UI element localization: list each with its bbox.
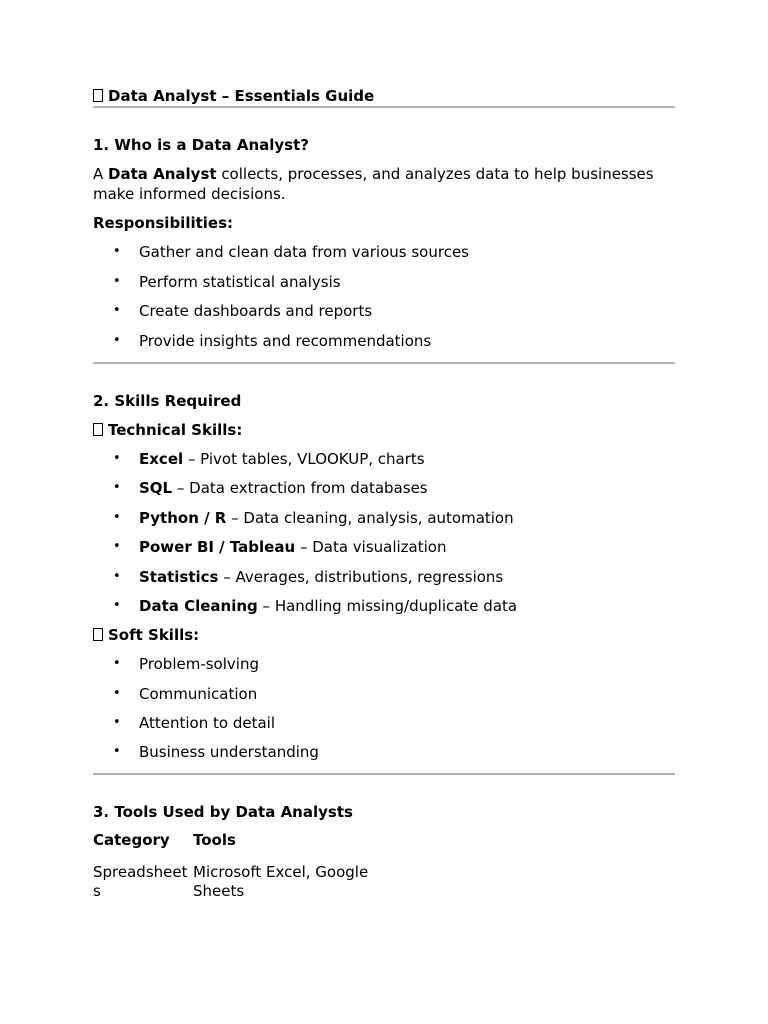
table-cell: Spreadsheets bbox=[93, 863, 188, 901]
section-heading-skills: 2. Skills Required bbox=[93, 391, 242, 410]
page-title-text: Data Analyst – Essentials Guide bbox=[108, 87, 375, 105]
list-item bbox=[93, 537, 675, 557]
list-item bbox=[93, 567, 675, 587]
table-header-category: Category bbox=[93, 831, 170, 850]
technical-skills-label bbox=[93, 420, 675, 440]
list-item: • Provide insights and recommendations bbox=[93, 331, 675, 351]
list-item: • Create dashboards and reports bbox=[93, 301, 675, 321]
list-item: • Attention to detail bbox=[93, 713, 675, 733]
technical-skills-label-text: Technical Skills: bbox=[108, 420, 243, 439]
table-header-tools: Tools bbox=[193, 831, 236, 850]
skill-name: Excel bbox=[139, 449, 184, 468]
skill-name: Statistics bbox=[139, 567, 219, 586]
intro-rest: collects, processes, and analyzes data to help businesses make informed decisions. bbox=[93, 165, 654, 203]
list-item bbox=[93, 508, 675, 528]
table-cell: Microsoft Excel, Google Sheets bbox=[193, 863, 369, 901]
soft-skills-label bbox=[93, 625, 675, 645]
document-content bbox=[93, 86, 675, 901]
skill-desc: – Pivot tables, VLOOKUP, charts bbox=[183, 449, 425, 468]
skill-desc: – Handling missing/duplicate data bbox=[257, 596, 518, 615]
soft-skills-list bbox=[93, 654, 675, 762]
intro-prefix: A bbox=[93, 165, 109, 183]
list-item: • Communication bbox=[93, 684, 675, 704]
list-item: • Perform statistical analysis bbox=[93, 272, 675, 292]
soft-skills-label-text: Soft Skills: bbox=[108, 625, 200, 644]
section-heading-tools: 3. Tools Used by Data Analysts bbox=[93, 803, 353, 822]
table-row bbox=[93, 863, 383, 901]
technical-skills-list bbox=[93, 449, 675, 616]
skill-desc: – Data cleaning, analysis, automation bbox=[226, 508, 514, 527]
skill-desc: – Averages, distributions, regressions bbox=[218, 567, 504, 586]
missing-glyph-icon bbox=[93, 89, 103, 102]
page-title bbox=[93, 86, 675, 106]
skill-name: Data Cleaning bbox=[139, 596, 258, 615]
skill-name: Power BI / Tableau bbox=[139, 538, 296, 557]
skill-name: SQL bbox=[139, 479, 173, 498]
section-heading-who: 1. Who is a Data Analyst? bbox=[93, 136, 309, 154]
divider bbox=[93, 773, 675, 775]
list-item bbox=[93, 478, 675, 498]
divider bbox=[93, 362, 675, 364]
list-item: • Gather and clean data from various sources bbox=[93, 242, 675, 262]
responsibilities-label: Responsibilities: bbox=[93, 214, 234, 232]
tools-table bbox=[93, 831, 383, 901]
list-item: • Problem-solving bbox=[93, 654, 675, 674]
table-header-row bbox=[93, 831, 383, 863]
responsibilities-list bbox=[93, 242, 675, 350]
list-item bbox=[93, 596, 675, 616]
skill-desc: – Data visualization bbox=[295, 538, 447, 557]
missing-glyph-icon bbox=[93, 423, 103, 436]
intro-paragraph bbox=[93, 164, 675, 204]
list-item: • Business understanding bbox=[93, 742, 675, 762]
divider bbox=[93, 106, 675, 108]
intro-bold-term: Data Analyst bbox=[108, 165, 217, 183]
list-item bbox=[93, 449, 675, 469]
missing-glyph-icon bbox=[93, 628, 103, 641]
skill-name: Python / R bbox=[139, 508, 227, 527]
skill-desc: – Data extraction from databases bbox=[172, 479, 428, 498]
